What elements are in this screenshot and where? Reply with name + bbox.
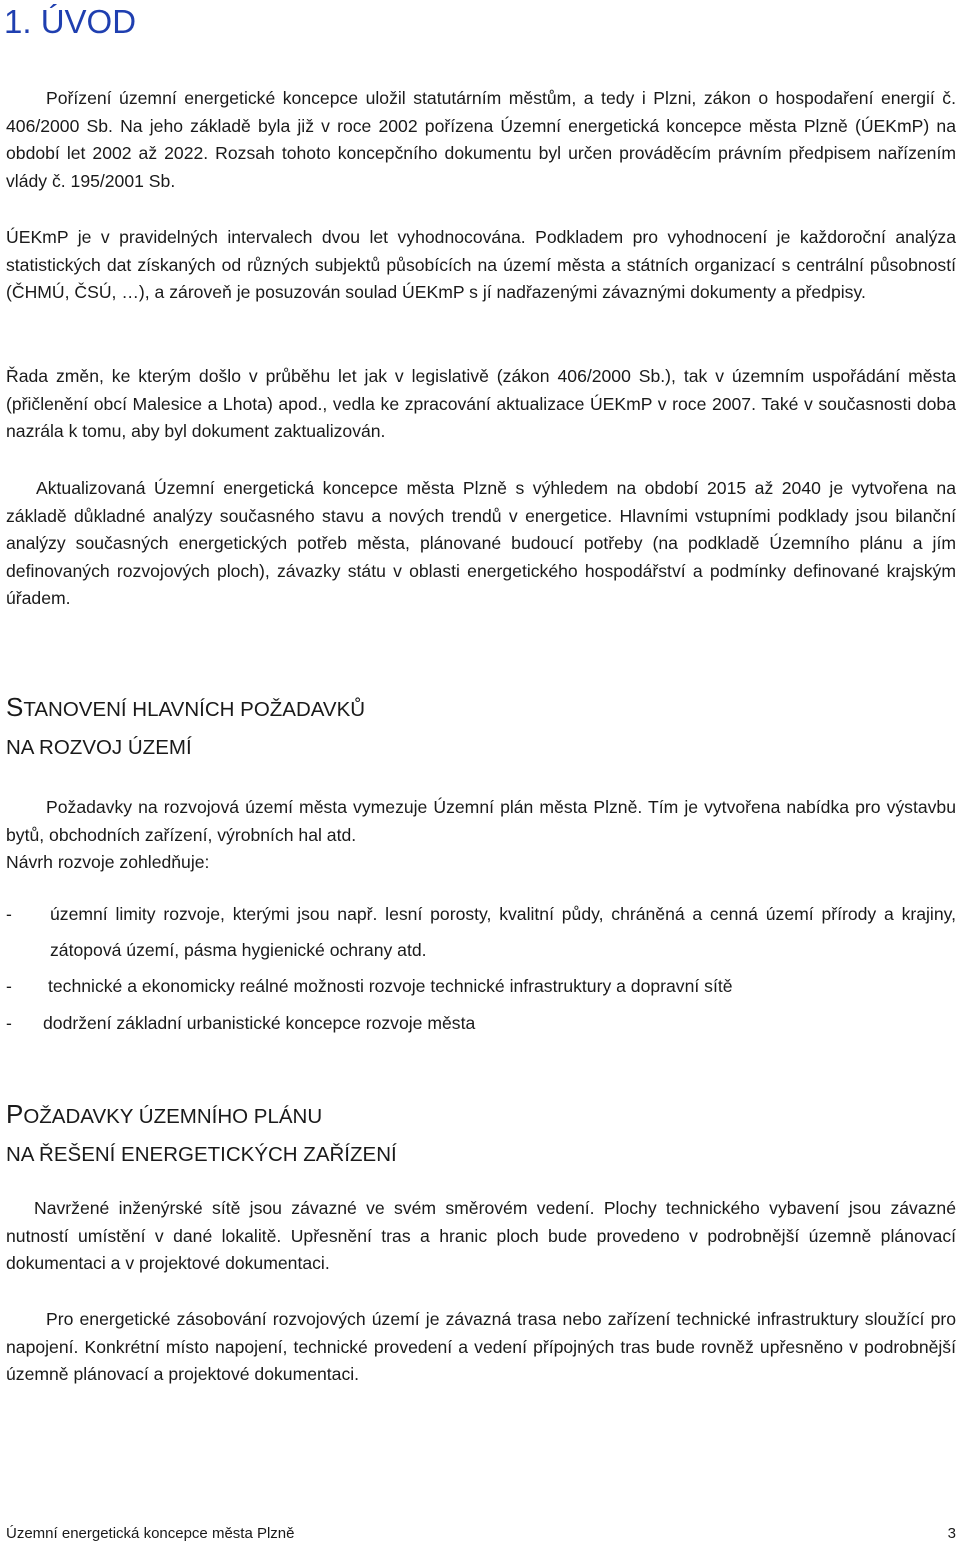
section-heading-line-2: NA ŘEŠENÍ ENERGETICKÝCH ZAŘÍZENÍ — [6, 1143, 397, 1166]
footer-page-number: 3 — [947, 1525, 956, 1542]
list-item — [6, 968, 956, 1004]
section-heading-initial: S — [6, 692, 24, 722]
requirements-intro-line: Návrh rozvoje zohledňuje: — [6, 852, 210, 872]
list-dash: - — [6, 976, 12, 996]
zoning-paragraph-1: Navržené inženýrské sítě jsou závazné ve svém směrovém vedení. Plochy technického vybavení jsou závazné nutností umístění v dané lokalitě. Upřesnění tras a hranic ploch bude provedeno v podrobnější územně plánovací dokumentaci a v projektové dokumentaci. — [6, 1198, 956, 1273]
list-dash: - — [6, 904, 12, 924]
list-dash: - — [6, 1013, 12, 1033]
list-item-text: územní limity rozvoje, kterými jsou např. lesní porosty, kvalitní půdy, chráněná a cenná území přírody a krajiny, zátopová území, pásma hygienické ochrany atd. — [50, 904, 956, 960]
section-heading-rest: TANOVENÍ HLAVNÍCH POŽADAVKŮ — [23, 698, 366, 721]
section-heading-initial: P — [6, 1099, 24, 1129]
intro-paragraph-1: Pořízení územní energetické koncepce uložil statutárním městům, a tedy i Plzni, zákon o hospodaření energií č. 406/2000 Sb. Na jeho základě byla již v roce 2002 pořízena Územní energetická koncepce města Plzně (ÚEKmP) na období let 2002 až 2022. Rozsah tohoto koncepčního dokumentu byl určen prováděcím právním předpisem nařízením vlády č. 195/2001 Sb. — [6, 88, 956, 191]
section-heading-zoning-plan — [6, 1095, 397, 1174]
section-heading-rest: OŽADAVKY ÚZEMNÍHO PLÁNU — [23, 1105, 323, 1128]
section-heading-requirements — [6, 688, 365, 767]
requirements-paragraph: Požadavky na rozvojová území města vymezuje Územní plán města Plzně. Tím je vytvořena nabídka pro výstavbu bytů, obchodních zařízení, výrobních hal atd. — [6, 797, 956, 845]
intro-paragraph-2: ÚEKmP je v pravidelných intervalech dvou let vyhodnocována. Podkladem pro vyhodnocení je každoroční analýza statistických dat získaných od různých subjektů působících na území města a státních organizací s centrální působností (ČHMÚ, ČSÚ, …), a zároveň je posuzován soulad ÚEKmP s jí nadřazenými závaznými dokumenty a předpisy. — [6, 227, 956, 302]
list-item — [6, 1005, 956, 1041]
list-item-text: technické a ekonomicky reálné možnosti rozvoje technické infrastruktury a dopravní sítě — [48, 976, 733, 996]
section-heading-line-1 — [6, 1095, 397, 1136]
list-item-text: dodržení základní urbanistické koncepce rozvoje města — [43, 1013, 476, 1033]
intro-paragraph-4: Aktualizovaná Územní energetická koncepce města Plzně s výhledem na období 2015 až 2040 je vytvořena na základě důkladné analýzy současného stavu a nových trendů v energetice. Hlavními vstupními podklady jsou bilanční analýzy současných energetických potřeb města, plánované budoucí potřeby (na podkladě Územního plánu a jím definovaných rozvojových ploch), závazky státu v oblasti energetického hospodářství a podmínky definované krajským úřadem. — [6, 478, 956, 608]
section-heading-line-1 — [6, 688, 365, 729]
section-heading-line-2: NA ROZVOJ ÚZEMÍ — [6, 736, 192, 759]
footer-document-title: Územní energetická koncepce města Plzně — [6, 1525, 295, 1542]
list-item — [6, 896, 956, 968]
chapter-heading: 1. ÚVOD — [4, 3, 137, 40]
intro-paragraph-3: Řada změn, ke kterým došlo v průběhu let jak v legislativě (zákon 406/2000 Sb.), tak v územním uspořádání města (přičlenění obcí Malesice a Lhota) apod., vedla ke zpracování aktualizace ÚEKmP v roce 2007. Také v současnosti doba nazrála k tomu, aby byl dokument zaktualizován. — [6, 366, 956, 441]
zoning-paragraph-2: Pro energetické zásobování rozvojových území je závazná trasa nebo zařízení technické infrastruktury sloužící pro napojení. Konkrétní místo napojení, technické provedení a vedení přípojných tras bude rovněž upřesněno v podrobnější územně plánovací a projektové dokumentaci. — [6, 1309, 956, 1384]
